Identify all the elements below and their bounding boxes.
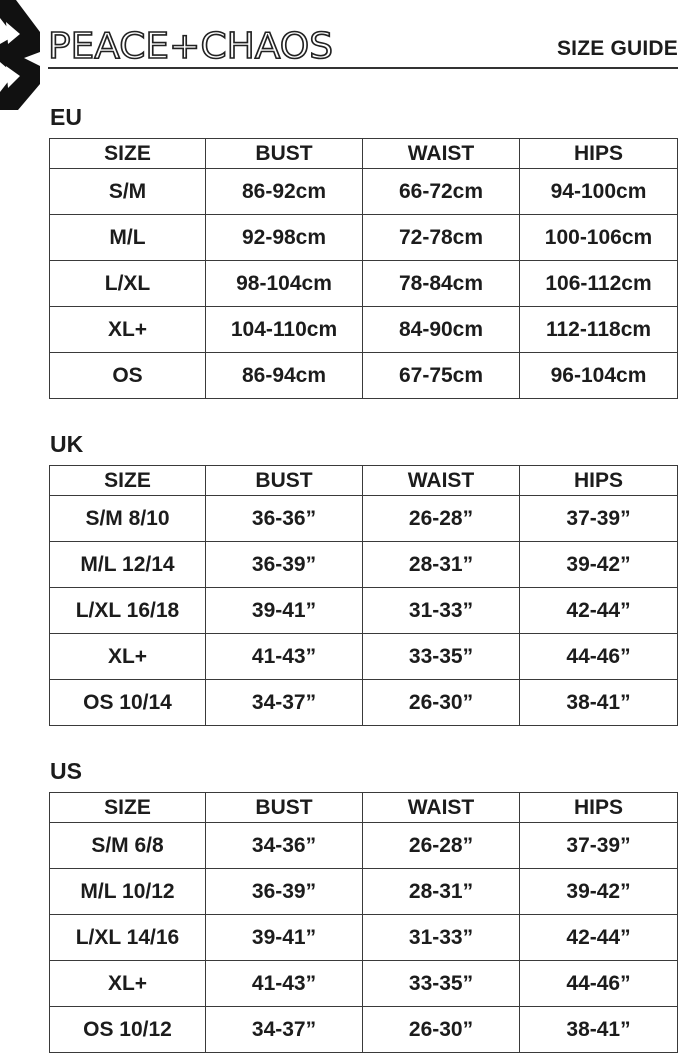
- waist-cell: 26-30”: [363, 1007, 520, 1053]
- waist-cell: 67-75cm: [363, 353, 520, 399]
- bust-cell: 36-36”: [206, 496, 363, 542]
- hips-cell: 39-42”: [520, 542, 678, 588]
- section-label-eu: EU: [50, 104, 82, 130]
- hips-cell: 96-104cm: [520, 353, 678, 399]
- table-row: [50, 307, 678, 353]
- size-table-us: [49, 792, 678, 1053]
- waist-cell: 31-33”: [363, 588, 520, 634]
- hips-cell: 37-39”: [520, 496, 678, 542]
- size-cell: S/M: [50, 169, 206, 215]
- bust-cell: 41-43”: [206, 634, 363, 680]
- table-row: [50, 961, 678, 1007]
- column-header-hips: HIPS: [520, 793, 678, 823]
- size-cell: S/M 8/10: [50, 496, 206, 542]
- table-row: [50, 353, 678, 399]
- size-cell: L/XL 14/16: [50, 915, 206, 961]
- bust-cell: 104-110cm: [206, 307, 363, 353]
- hips-cell: 44-46”: [520, 961, 678, 1007]
- size-cell: L/XL: [50, 261, 206, 307]
- waist-cell: 33-35”: [363, 961, 520, 1007]
- bust-cell: 34-37”: [206, 680, 363, 726]
- size-cell: L/XL 16/18: [50, 588, 206, 634]
- column-header-waist: WAIST: [363, 793, 520, 823]
- logo-mark-icon: [0, 0, 40, 110]
- section-label-uk: UK: [50, 431, 84, 457]
- column-header-hips: HIPS: [520, 466, 678, 496]
- hips-cell: 38-41”: [520, 1007, 678, 1053]
- column-header-bust: BUST: [206, 466, 363, 496]
- hips-cell: 94-100cm: [520, 169, 678, 215]
- column-header-hips: HIPS: [520, 139, 678, 169]
- waist-cell: 26-30”: [363, 680, 520, 726]
- size-cell: M/L 12/14: [50, 542, 206, 588]
- hips-cell: 38-41”: [520, 680, 678, 726]
- size-cell: OS 10/14: [50, 680, 206, 726]
- hips-cell: 39-42”: [520, 869, 678, 915]
- hips-cell: 112-118cm: [520, 307, 678, 353]
- bust-cell: 39-41”: [206, 915, 363, 961]
- size-cell: S/M 6/8: [50, 823, 206, 869]
- bust-cell: 34-36”: [206, 823, 363, 869]
- section-label-us: US: [50, 758, 82, 784]
- waist-cell: 28-31”: [363, 869, 520, 915]
- table-header-row: [50, 466, 678, 496]
- waist-cell: 33-35”: [363, 634, 520, 680]
- bust-cell: 92-98cm: [206, 215, 363, 261]
- table-row: [50, 588, 678, 634]
- header-divider: [48, 67, 678, 69]
- hips-cell: 106-112cm: [520, 261, 678, 307]
- bust-cell: 41-43”: [206, 961, 363, 1007]
- column-header-size: SIZE: [50, 793, 206, 823]
- page-title: SIZE GUIDE: [556, 37, 678, 60]
- waist-cell: 31-33”: [363, 915, 520, 961]
- brand-wordmark: PEACE+CHAOS: [48, 26, 333, 66]
- bust-cell: 36-39”: [206, 542, 363, 588]
- bust-cell: 86-94cm: [206, 353, 363, 399]
- bust-cell: 98-104cm: [206, 261, 363, 307]
- column-header-bust: BUST: [206, 139, 363, 169]
- hips-cell: 37-39”: [520, 823, 678, 869]
- column-header-bust: BUST: [206, 793, 363, 823]
- hips-cell: 42-44”: [520, 915, 678, 961]
- waist-cell: 66-72cm: [363, 169, 520, 215]
- column-header-size: SIZE: [50, 466, 206, 496]
- waist-cell: 78-84cm: [363, 261, 520, 307]
- hips-cell: 100-106cm: [520, 215, 678, 261]
- column-header-waist: WAIST: [363, 139, 520, 169]
- column-header-size: SIZE: [50, 139, 206, 169]
- table-row: [50, 261, 678, 307]
- size-cell: XL+: [50, 634, 206, 680]
- size-table-uk: [49, 465, 678, 726]
- table-row: [50, 915, 678, 961]
- table-header-row: [50, 793, 678, 823]
- table-row: [50, 823, 678, 869]
- waist-cell: 26-28”: [363, 823, 520, 869]
- size-cell: M/L 10/12: [50, 869, 206, 915]
- table-row: [50, 542, 678, 588]
- column-header-waist: WAIST: [363, 466, 520, 496]
- bust-cell: 36-39”: [206, 869, 363, 915]
- table-row: [50, 215, 678, 261]
- size-cell: OS 10/12: [50, 1007, 206, 1053]
- waist-cell: 28-31”: [363, 542, 520, 588]
- bust-cell: 86-92cm: [206, 169, 363, 215]
- brand-logo: [48, 24, 338, 66]
- table-row: [50, 496, 678, 542]
- table-row: [50, 1007, 678, 1053]
- size-cell: M/L: [50, 215, 206, 261]
- bust-cell: 39-41”: [206, 588, 363, 634]
- size-cell: XL+: [50, 307, 206, 353]
- table-row: [50, 634, 678, 680]
- bust-cell: 34-37”: [206, 1007, 363, 1053]
- waist-cell: 84-90cm: [363, 307, 520, 353]
- size-cell: XL+: [50, 961, 206, 1007]
- size-table-eu: [49, 138, 678, 399]
- hips-cell: 42-44”: [520, 588, 678, 634]
- table-row: [50, 680, 678, 726]
- waist-cell: 72-78cm: [363, 215, 520, 261]
- hips-cell: 44-46”: [520, 634, 678, 680]
- size-cell: OS: [50, 353, 206, 399]
- waist-cell: 26-28”: [363, 496, 520, 542]
- table-row: [50, 869, 678, 915]
- table-header-row: [50, 139, 678, 169]
- table-row: [50, 169, 678, 215]
